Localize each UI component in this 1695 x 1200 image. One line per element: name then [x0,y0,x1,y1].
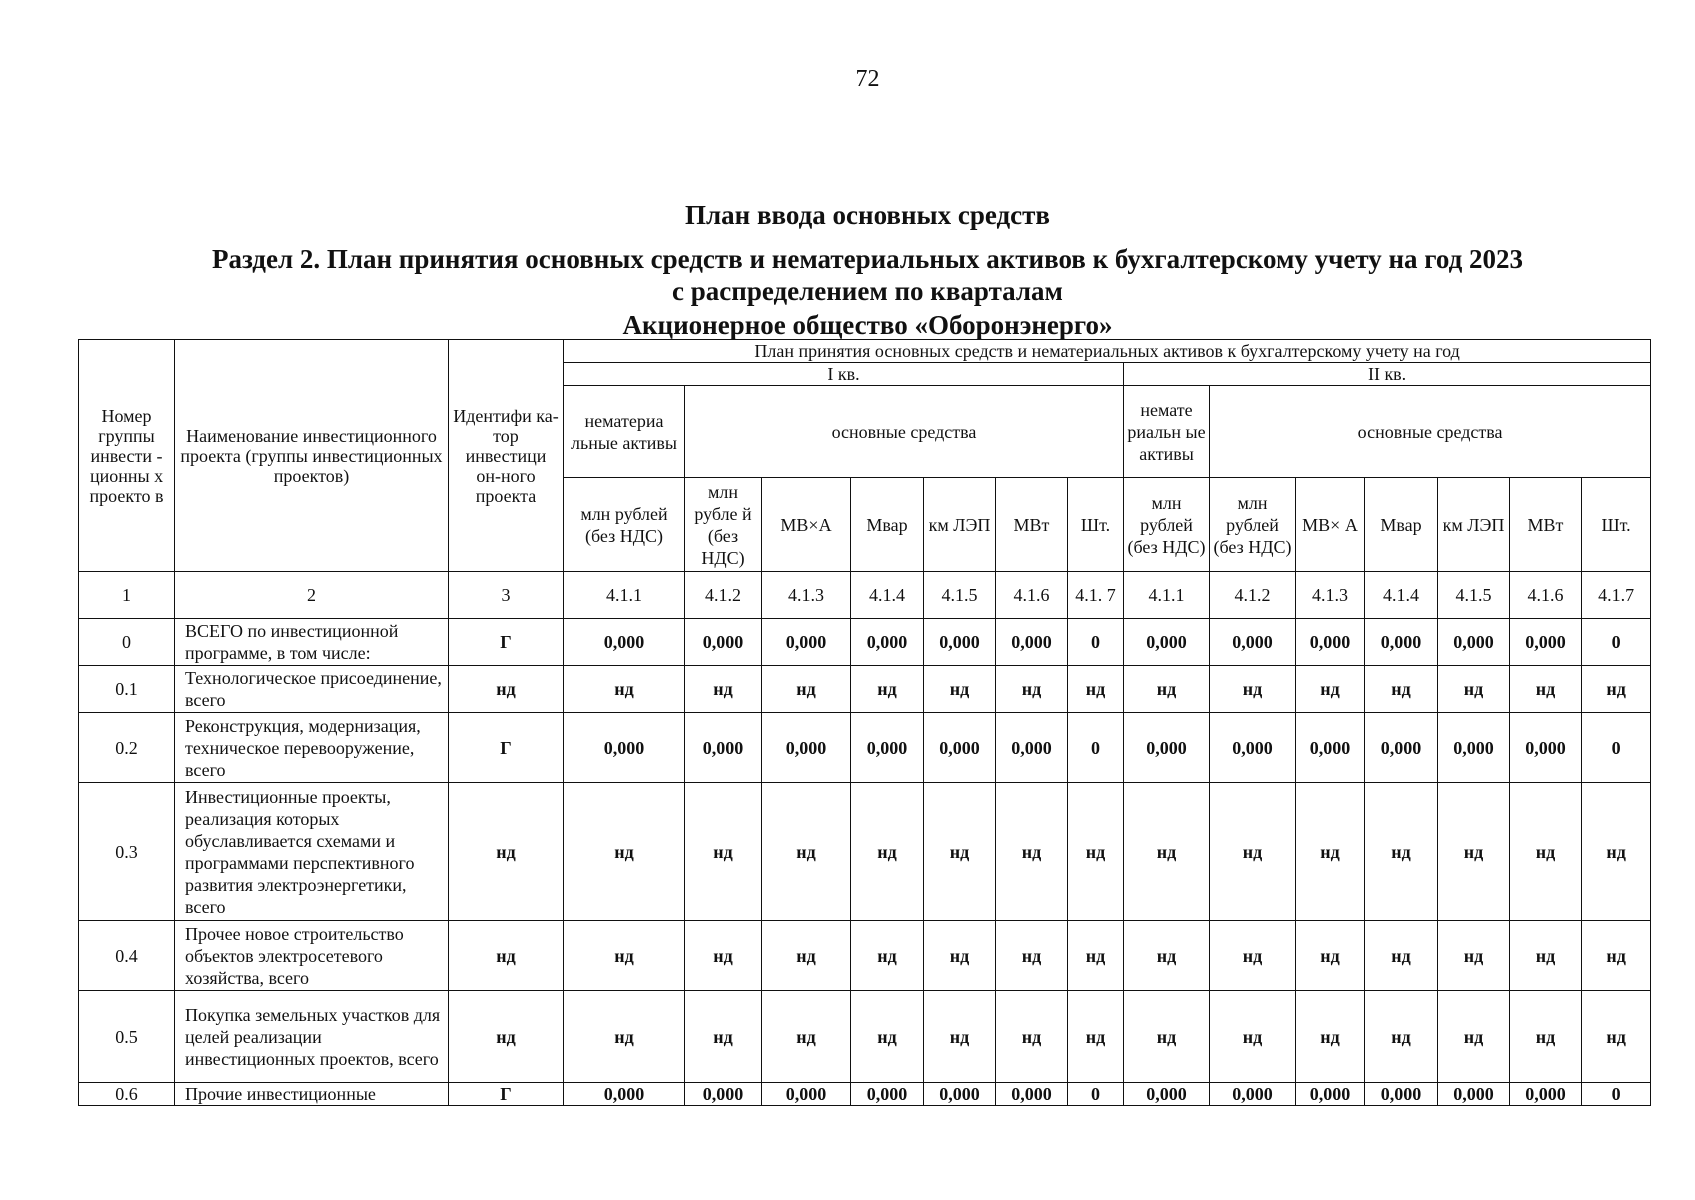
row-value-cell: нд [685,666,762,713]
row-value-cell: нд [1365,991,1438,1083]
row-value-cell: 0,000 [1438,1083,1510,1106]
row-value-cell: нд [1296,991,1365,1083]
row-value-cell: нд [1365,921,1438,991]
unit-cell: млн рубле й (без НДС) [685,478,762,572]
row-value-cell: нд [1510,991,1582,1083]
row-value-cell: 0,000 [1210,713,1296,783]
row-value-cell: нд [1124,666,1210,713]
header-project-name: Наименование инвестиционного проекта (группы инвестиционных проектов) [175,340,449,572]
row-value-cell: нд [924,783,996,921]
row-value-cell: 0,000 [996,619,1068,666]
row-value-cell: 0,000 [1124,619,1210,666]
row-value-cell: нд [762,783,851,921]
row-value-cell: нд [1438,783,1510,921]
row-value-cell: нд [851,991,924,1083]
numbering-cell: 4.1.2 [1210,572,1296,619]
row-value-cell: 0,000 [685,619,762,666]
table-row [79,619,1651,666]
unit-cell: млн рублей (без НДС) [564,478,685,572]
row-value-cell: нд [996,991,1068,1083]
row-value-cell: 0 [1068,713,1124,783]
row-value-cell: нд [1124,991,1210,1083]
row-value-cell: 0 [1068,619,1124,666]
row-value-cell: 0,000 [1438,619,1510,666]
row-value-cell: 0,000 [851,1083,924,1106]
table-row [79,783,1651,921]
header-group-number: Номер группы инвести - ционны х проекто в [79,340,175,572]
table-body [79,619,1651,1106]
row-value-cell: нд [564,666,685,713]
row-value-cell: 0,000 [762,619,851,666]
row-group-number: 0 [79,619,175,666]
row-value-cell: нд [851,921,924,991]
row-value-cell: нд [851,666,924,713]
header-q1-intangible: нематериа льные активы [564,386,685,478]
table-row [79,713,1651,783]
organization-title: Акционерное общество «Оборонэнерго» [622,310,1113,340]
unit-cell: Шт. [1582,478,1651,572]
row-identifier: Г [449,619,564,666]
row-value-cell: нд [1068,666,1124,713]
row-value-cell: 0,000 [1365,619,1438,666]
row-value-cell: 0,000 [996,713,1068,783]
unit-cell: Мвар [1365,478,1438,572]
row-value-cell: нд [1365,666,1438,713]
header-plan-caption: План принятия основных средств и нематериальных активов к бухгалтерскому учету на год [564,340,1651,363]
row-project-name: Инвестиционные проекты, реализация которых обуславливается схемами и программами перспективного развития электроэнергетики, всего [175,783,449,921]
table-row [79,666,1651,713]
numbering-cell: 4.1. 7 [1068,572,1124,619]
row-value-cell: нд [1582,783,1651,921]
row-value-cell: нд [1510,666,1582,713]
section-title-line2: с распределением по кварталам [672,276,1063,306]
row-value-cell: 0,000 [1296,1083,1365,1106]
table-row [79,991,1651,1083]
row-value-cell: нд [1210,991,1296,1083]
unit-cell: км ЛЭП [1438,478,1510,572]
header-q2-fixed-assets: основные средства [1210,386,1651,478]
numbering-cell: 4.1.2 [685,572,762,619]
unit-cell: км ЛЭП [924,478,996,572]
row-value-cell: нд [1582,666,1651,713]
row-value-cell: нд [1210,783,1296,921]
investment-plan-table [78,339,1651,1106]
row-value-cell: нд [685,991,762,1083]
section-title-line1: Раздел 2. План принятия основных средств и нематериальных активов к бухгалтерскому учету на год 2023 [211,244,1524,274]
header-quarter-1: I кв. [564,363,1124,386]
row-value-cell: 0,000 [1124,713,1210,783]
row-value-cell: нд [996,783,1068,921]
row-value-cell: 0,000 [762,1083,851,1106]
header-numbering-row [79,572,1651,619]
row-value-cell: 0,000 [685,1083,762,1106]
row-value-cell: 0,000 [1365,713,1438,783]
unit-cell: МВт [996,478,1068,572]
row-value-cell: нд [762,921,851,991]
row-project-name: Технологическое присоединение, всего [175,666,449,713]
row-value-cell: 0,000 [1510,1083,1582,1106]
row-value-cell: 0,000 [1296,713,1365,783]
row-value-cell: 0,000 [1438,713,1510,783]
row-identifier: Г [449,1083,564,1106]
numbering-cell: 4.1.3 [762,572,851,619]
row-value-cell: нд [1210,666,1296,713]
row-value-cell: нд [1582,921,1651,991]
row-value-cell: нд [1124,921,1210,991]
unit-cell: млн рублей (без НДС) [1124,478,1210,572]
row-value-cell: нд [1068,783,1124,921]
unit-cell: Шт. [1068,478,1124,572]
numbering-cell: 1 [79,572,175,619]
row-value-cell: нд [1124,783,1210,921]
section-title [0,243,1695,307]
row-value-cell: 0,000 [1365,1083,1438,1106]
unit-cell: Мвар [851,478,924,572]
numbering-cell: 4.1.6 [996,572,1068,619]
row-value-cell: 0,000 [1510,713,1582,783]
row-value-cell: нд [1365,783,1438,921]
row-value-cell: 0 [1582,1083,1651,1106]
row-value-cell: нд [1582,991,1651,1083]
row-identifier: Г [449,713,564,783]
numbering-cell: 4.1.1 [564,572,685,619]
unit-cell: МВ× А [1296,478,1365,572]
row-group-number: 0.6 [79,1083,175,1106]
row-value-cell: нд [1068,991,1124,1083]
row-identifier: нд [449,783,564,921]
row-value-cell: нд [1068,921,1124,991]
row-value-cell: нд [762,666,851,713]
row-value-cell: 0,000 [564,713,685,783]
header-q2-intangible: немате риальн ые активы [1124,386,1210,478]
row-value-cell: нд [1510,921,1582,991]
row-value-cell: 0 [1582,619,1651,666]
row-group-number: 0.5 [79,991,175,1083]
row-value-cell: 0,000 [851,619,924,666]
row-value-cell: нд [996,921,1068,991]
row-project-name: Реконструкция, модернизация, техническое перевооружение, всего [175,713,449,783]
row-value-cell: нд [1210,921,1296,991]
row-value-cell: нд [1438,991,1510,1083]
row-value-cell: 0,000 [996,1083,1068,1106]
row-value-cell: нд [685,921,762,991]
row-value-cell: 0,000 [924,1083,996,1106]
investment-plan-table-wrap [78,339,1651,1106]
numbering-cell: 4.1.5 [924,572,996,619]
row-value-cell: нд [1438,921,1510,991]
row-value-cell: 0,000 [1210,619,1296,666]
numbering-cell: 3 [449,572,564,619]
unit-cell: МВ×А [762,478,851,572]
header-q1-fixed-assets: основные средства [685,386,1124,478]
row-value-cell: 0 [1068,1083,1124,1106]
row-project-name: Прочие инвестиционные [175,1083,449,1106]
row-value-cell: нд [1510,783,1582,921]
row-value-cell: 0,000 [1124,1083,1210,1106]
row-identifier: нд [449,666,564,713]
row-value-cell: нд [1296,921,1365,991]
numbering-cell: 2 [175,572,449,619]
row-value-cell: 0,000 [924,619,996,666]
row-identifier: нд [449,991,564,1083]
row-identifier: нд [449,921,564,991]
row-value-cell: нд [1438,666,1510,713]
row-value-cell: 0 [1582,713,1651,783]
row-value-cell: 0,000 [1510,619,1582,666]
page-number: 72 [855,66,880,92]
row-value-cell: нд [564,991,685,1083]
table-row [79,1083,1651,1106]
document-title: План ввода основных средств [684,200,1050,230]
row-value-cell: 0,000 [924,713,996,783]
header-identifier: Идентифи ка-тор инвестици он-ного проекта [449,340,564,572]
row-value-cell: нд [851,783,924,921]
numbering-cell: 4.1.6 [1510,572,1582,619]
row-group-number: 0.4 [79,921,175,991]
row-project-name: ВСЕГО по инвестиционной программе, в том числе: [175,619,449,666]
row-value-cell: 0,000 [685,713,762,783]
numbering-cell: 4.1.3 [1296,572,1365,619]
row-value-cell: нд [924,666,996,713]
row-value-cell: нд [1296,666,1365,713]
row-project-name: Покупка земельных участков для целей реализации инвестиционных проектов, всего [175,991,449,1083]
numbering-cell: 4.1.4 [1365,572,1438,619]
row-value-cell: 0,000 [564,1083,685,1106]
row-project-name: Прочее новое строительство объектов электросетевого хозяйства, всего [175,921,449,991]
row-value-cell: нд [762,991,851,1083]
row-value-cell: нд [924,991,996,1083]
header-quarter-2: II кв. [1124,363,1651,386]
row-value-cell: 0,000 [851,713,924,783]
unit-cell: млн рублей (без НДС) [1210,478,1296,572]
numbering-cell: 4.1.4 [851,572,924,619]
row-value-cell: нд [564,921,685,991]
row-value-cell: нд [685,783,762,921]
row-value-cell: 0,000 [1296,619,1365,666]
row-value-cell: 0,000 [762,713,851,783]
numbering-cell: 4.1.5 [1438,572,1510,619]
row-group-number: 0.3 [79,783,175,921]
row-value-cell: нд [996,666,1068,713]
table-row [79,921,1651,991]
numbering-cell: 4.1.1 [1124,572,1210,619]
row-value-cell: нд [924,921,996,991]
row-group-number: 0.1 [79,666,175,713]
numbering-cell: 4.1.7 [1582,572,1651,619]
unit-cell: МВт [1510,478,1582,572]
row-value-cell: нд [564,783,685,921]
row-group-number: 0.2 [79,713,175,783]
row-value-cell: 0,000 [1210,1083,1296,1106]
row-value-cell: 0,000 [564,619,685,666]
row-value-cell: нд [1296,783,1365,921]
